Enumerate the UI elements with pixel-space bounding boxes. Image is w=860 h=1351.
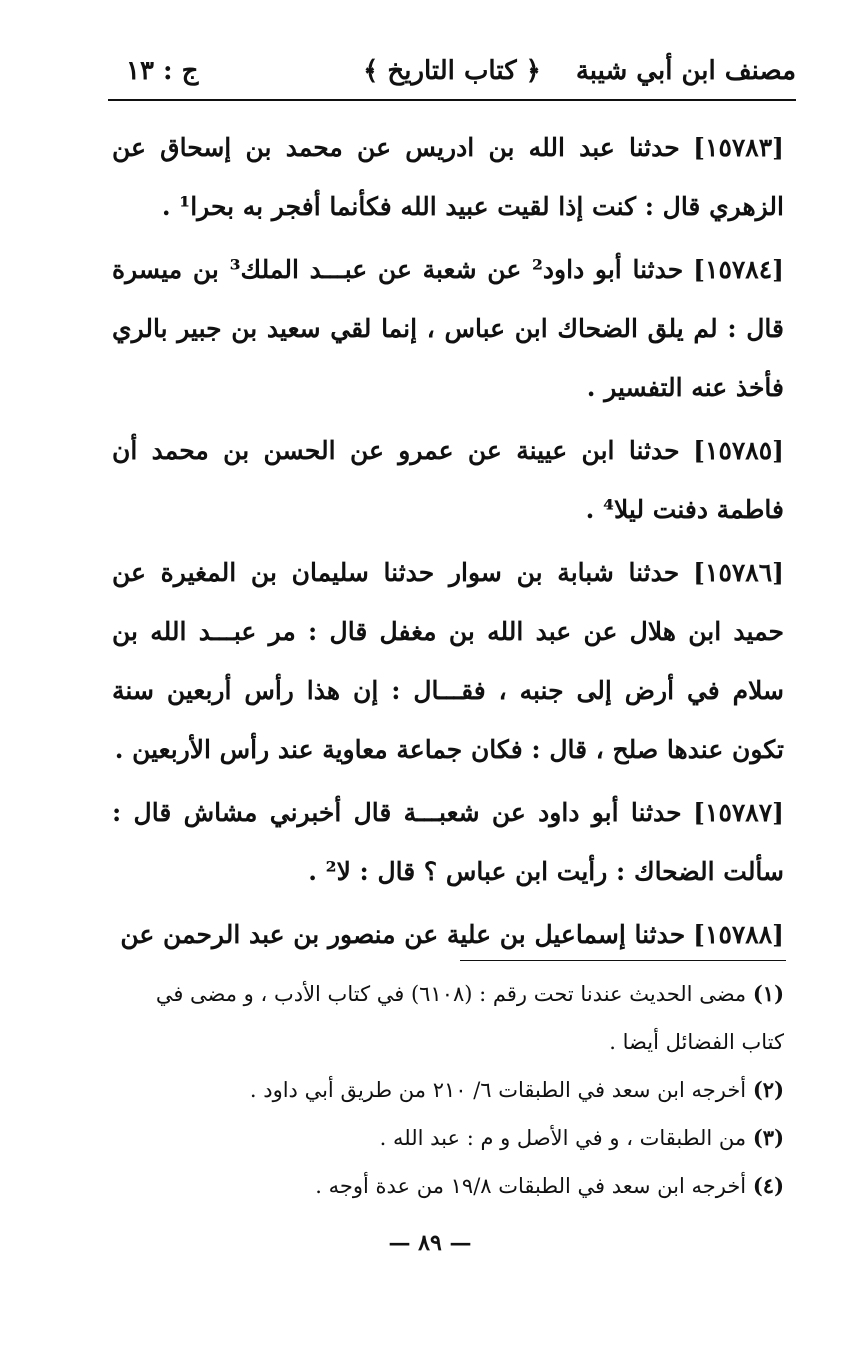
hadith-entry: [112, 905, 784, 964]
hadith-entry: [112, 240, 784, 417]
hadith-text: حدثنا عبد الله بن ادريس عن محمد بن إسحاق عن الزهري قال : كنت إذا لقيت عبيد الله فكأنما أفجر به بحرا¹ .: [112, 133, 784, 221]
hadith-text: حدثنا ابن عيينة عن عمرو عن الحسن بن محمد أن فاطمة دفنت ليلا⁴ .: [112, 436, 784, 524]
header-divider: [108, 99, 796, 101]
hadith-number: [١٥٧٨٣]: [693, 133, 784, 162]
main-text: [112, 118, 784, 968]
section-title: ﴿ كتاب التاريخ ﴾: [363, 56, 541, 86]
page-number: — ٨٩ —: [388, 1230, 472, 1256]
footnote-number: (٤): [752, 1173, 784, 1198]
footnote-item: [112, 970, 784, 1066]
hadith-entry: [112, 543, 784, 779]
footnote-text: أخرجه ابن سعد في الطبقات ٦/ ٢١٠ من طريق أبي داود .: [249, 1078, 747, 1102]
hadith-number: [١٥٧٨٥]: [693, 436, 784, 465]
hadith-entry: [112, 421, 784, 539]
page-header: [108, 52, 796, 96]
footnote-number: (٢): [752, 1077, 784, 1102]
footnote-item: [112, 1066, 784, 1114]
footnote-item: [112, 1162, 784, 1210]
hadith-text: حدثنا أبو داود² عن شعبة عن عبـــد الملك³ بن ميسرة قال : لم يلق الضحاك ابن عباس ، إنما لقي سعيد بن جبير بالري فأخذ عنه التفسير .: [112, 255, 784, 402]
hadith-text: حدثنا شبابة بن سوار حدثنا سليمان بن المغيرة عن حميد ابن هلال عن عبد الله بن مغفل قال : مر عبـــد الله بن سلام في أرض إلى جنبه ، فقـــال : إن هذا رأس أربعين سنة تكون عندها صلح ، قال : فكان جماعة معاوية عند رأس الأربعين .: [112, 558, 784, 764]
hadith-number: [١٥٧٨٤]: [693, 255, 784, 284]
footnote-text: من الطبقات ، و في الأصل و م : عبد الله .: [379, 1126, 747, 1150]
hadith-number: [١٥٧٨٨]: [693, 920, 784, 949]
footnote-text: مضى الحديث عندنا تحت رقم : (٦١٠٨) في كتاب الأدب ، و مضى في كتاب الفضائل أيضا .: [155, 982, 784, 1054]
hadith-entry: [112, 118, 784, 236]
hadith-number: [١٥٧٨٦]: [693, 558, 784, 587]
volume-label: ج : ١٣: [126, 56, 199, 86]
footnote-text: أخرجه ابن سعد في الطبقات ١٩/٨ من عدة أوجه .: [315, 1174, 747, 1198]
footnote-divider: [460, 960, 786, 961]
footnote-item: [112, 1114, 784, 1162]
footnote-number: (٣): [752, 1125, 784, 1150]
book-title: مصنف ابن أبي شيبة: [575, 56, 796, 86]
footnote-number: (١): [752, 981, 784, 1006]
footnotes: [112, 970, 784, 1210]
hadith-text: حدثنا أبو داود عن شعبـــة قال أخبرني مشاش قال : سألت الضحاك : رأيت ابن عباس ؟ قال : لا² .: [112, 798, 784, 886]
hadith-text: حدثنا إسماعيل بن علية عن منصور بن عبد الرحمن عن: [120, 920, 686, 949]
hadith-number: [١٥٧٨٧]: [693, 798, 784, 827]
hadith-entry: [112, 783, 784, 901]
